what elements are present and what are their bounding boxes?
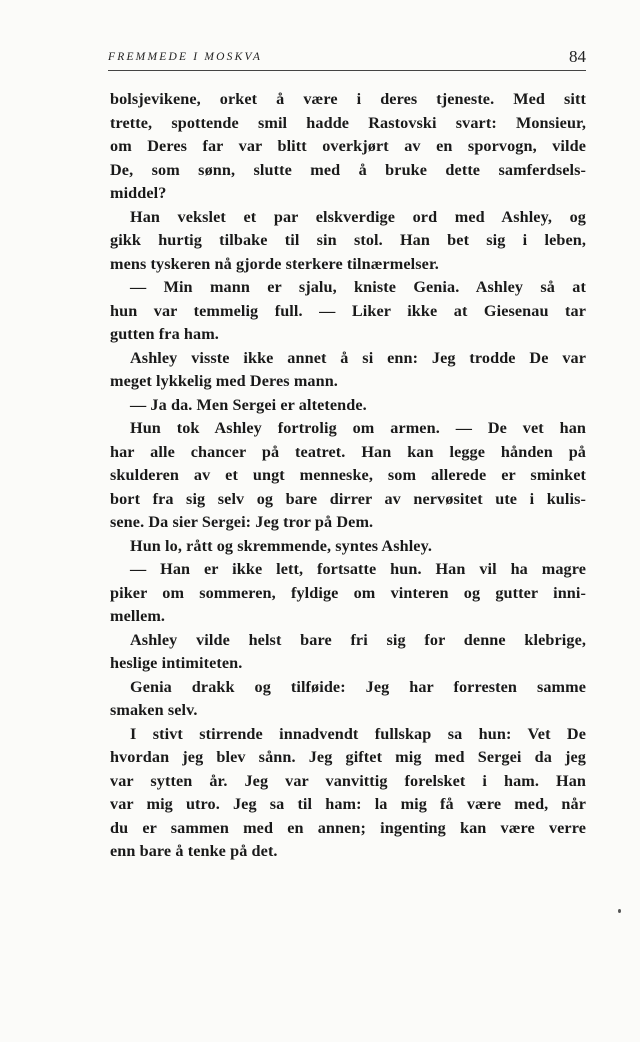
text-line: — Han er ikke lett, fortsatte hun. Han vil ha magre [130,560,586,578]
text-line: smaken selv. [110,701,198,719]
text-line: I stivt stirrende innadvendt fullskap sa hun: Vet De [130,724,586,743]
text-line: mens tyskeren nå gjorde sterkere tilnærmelser. [110,254,439,273]
text-line: om Deres far var blitt overkjørt av en sporvogn, vilde [110,137,586,155]
text-line: Ashley vilde helst bare fri sig for denne klebrige, [130,630,586,649]
text-line: Hun tok Ashley fortrolig om armen. — De vet han [130,419,586,437]
text-line: bort fra sig selv og bare dirrer av nervøsitet ute i kulis- [110,489,586,508]
text-line: hun var temmelig full. — Liker ikke at Giesenau tar [110,301,586,320]
text-line: Hun lo, rått og skremmende, syntes Ashley. [130,536,433,555]
text-line: var sytten år. Jeg var vanvittig forelsket i ham. Han [110,771,586,790]
text-line: mellem. [110,607,166,625]
running-title: FREMMEDE I MOSKVA [108,51,263,63]
page-header [108,48,586,71]
text-line: Ashley visste ikke annet å si enn: Jeg trodde De var [130,348,586,367]
text-line: De, som sønn, slutte med å bruke dette samferdsels- [110,160,586,179]
text-line: enn bare å tenke på det. [110,842,278,860]
text-line: du er sammen med en annen; ingenting kan være verre [110,818,586,837]
text-line: — Ja da. Men Sergei er altetende. [130,395,367,414]
text-line: har alle chancer på teatret. Han kan legge hånden på [110,442,586,461]
text-line: Genia drakk og tilføide: Jeg har forresten samme [130,677,586,696]
text-line: gikk hurtig tilbake til sin stol. Han bet sig i leben, [110,231,586,249]
text-line: heslige intimiteten. [110,654,243,672]
text-line: — Min mann er sjalu, kniste Genia. Ashley så at [130,278,586,296]
text-line: sene. Da sier Sergei: Jeg tror på Dem. [110,513,374,531]
text-line: gutten fra ham. [110,325,219,343]
text-line: hvordan jeg blev sånn. Jeg giftet mig med Sergei da jeg [110,748,586,766]
text-line: var mig utro. Jeg sa til ham: la mig få være med, når [110,795,586,813]
text-line: middel? [110,184,167,202]
print-speck [618,909,621,913]
text-line: piker om sommeren, fyldige om vinteren og gutter inni- [110,583,586,602]
text-line: trette, spottende smil hadde Rastovski svart: Monsieur, [110,113,586,132]
text-line: Han vekslet et par elskverdige ord med Ashley, og [130,207,586,226]
text-line: bolsjevikene, orket å være i deres tjeneste. Med sitt [110,90,586,108]
body-text [110,88,586,864]
page-number: 84 [569,47,586,66]
text-line: skulderen av et ungt menneske, som allerede er sminket [110,466,586,484]
text-line: meget lykkelig med Deres mann. [110,372,338,390]
